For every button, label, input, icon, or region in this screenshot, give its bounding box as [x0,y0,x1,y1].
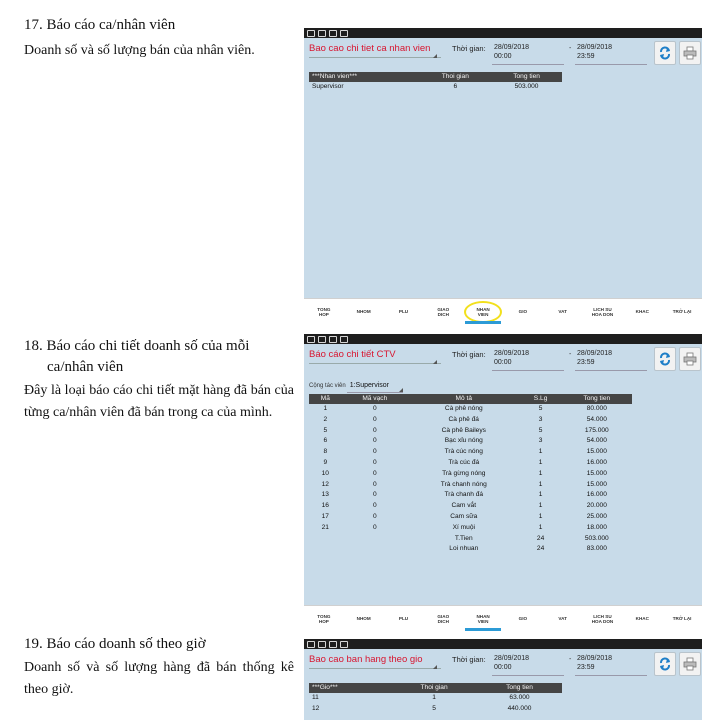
report-header [304,649,702,679]
status-icon [340,641,348,648]
cell: 0 [372,426,377,434]
dropdown-caret-icon[interactable] [433,665,437,669]
nav-item[interactable] [423,606,463,631]
status-icon [318,641,326,648]
table-row [309,404,632,415]
cell: 0 [372,458,377,466]
cell: Trà chanh nóng [440,480,487,488]
status-bar [304,334,702,344]
nav-item[interactable] [463,299,503,324]
cell: T.Tien [454,534,473,542]
column-header: Thoi gian [419,72,491,82]
cell: 54.000 [586,437,607,445]
table-row [309,523,632,534]
table-row [309,480,632,491]
cell: 3 [538,415,543,423]
cell: 13 [321,491,329,499]
table-header [309,72,562,82]
cell: 21 [321,523,329,531]
print-button[interactable] [679,652,701,676]
section-17-desc: Doanh số và số lượng bán của nhân viên. [24,43,255,58]
report-title-select[interactable]: Báo cáo chi tiết CTV [309,349,396,360]
cell: 0 [372,437,377,445]
to-datetime[interactable]: 28/09/2018 23:59 [577,44,613,60]
cell [309,534,342,545]
cell: Cam vắt [451,502,477,510]
cell: 5 [538,426,543,434]
time-label: Thời gian: [452,655,486,664]
report-nav-bar [304,298,702,324]
hourly-table [309,683,562,715]
cell: Supervisor [312,83,344,90]
cell: 0 [372,523,377,531]
nav-item[interactable] [384,299,424,324]
cell: 503.000 [584,534,609,542]
cell: 3 [538,437,543,445]
column-header: Tong tien [491,72,562,82]
status-bar [304,639,702,649]
column-header: Tong tien [562,394,632,404]
report-header [304,38,702,68]
cell: Trà gừng nóng [442,469,486,477]
cell: 12 [312,704,320,712]
print-button[interactable] [679,41,701,65]
cell [342,544,408,555]
nav-item-label: KHAC [635,616,649,621]
cell: 18.000 [586,523,607,531]
nav-item-label: LICH SU HOA DON [591,613,614,624]
column-header: Tong tien [477,683,562,693]
cell: 24 [536,545,545,553]
status-icon [340,336,348,343]
date-separator: - [569,351,572,358]
column-header: ***Nhan vien*** [309,72,419,82]
nav-item[interactable] [583,606,623,631]
report-title-select[interactable]: Bao cao chi tiet ca nhan vien [309,43,431,54]
date-separator: - [569,45,572,52]
cell: 12 [321,480,329,488]
nav-item-label: PLU [398,616,409,621]
from-datetime[interactable]: 28/09/2018 00:00 [494,655,530,671]
cell: 0 [372,480,377,488]
nav-item-label: GIAO DICH [437,306,450,317]
cell: 6 [453,83,458,90]
cell: 0 [372,448,377,456]
table-row [309,501,632,512]
cell: 11 [312,694,319,701]
cell: 63.000 [509,694,530,701]
status-bar [304,28,702,38]
cell: 25.000 [586,512,607,520]
cell: 175.000 [584,426,609,434]
status-icon [329,641,337,648]
date-separator: - [569,656,572,663]
nav-item-label: TRỞ LẠI [672,616,692,621]
column-header: Mã vạch [342,394,408,404]
cell: 1 [538,502,543,510]
status-icon [318,336,326,343]
nav-item-label: VAT [558,616,567,621]
cell: 8 [323,448,328,456]
nav-item-label: GIAO DICH [437,613,450,624]
nav-item[interactable] [543,606,583,631]
nav-item[interactable] [304,606,344,631]
nav-item[interactable] [384,606,424,631]
table-header [309,683,562,693]
cell: Bạc xỉu nóng [444,437,483,445]
refresh-icon [658,46,672,60]
cell: Trà chanh đá [444,491,484,499]
refresh-icon [658,657,672,671]
cell: 1 [538,480,543,488]
screenshot-employee-report [304,28,702,324]
nav-item-label: TONG HOP [317,613,331,624]
nav-item[interactable] [503,606,543,631]
column-header: Thoi gian [391,683,477,693]
nav-item[interactable] [304,299,344,324]
nav-item-label: LICH SU HOA DON [591,306,614,317]
report-header [304,344,702,374]
time-label: Thời gian: [452,350,486,359]
table-row [309,447,632,458]
cell [342,534,408,545]
collaborator-value: 1:Supervisor [349,382,389,389]
highlight-circle [464,301,502,323]
dropdown-caret-icon[interactable] [433,54,437,58]
cell: 1 [538,512,543,520]
nav-item-label: NHOM [356,616,371,621]
collaborator-label: Cộng tác viên [309,383,346,389]
status-icon [307,30,315,37]
report-title-select[interactable]: Bao cao ban hang theo gio [309,654,423,665]
nav-item[interactable] [423,299,463,324]
nav-item-label: GIO [518,616,528,621]
detail-table [309,394,632,555]
cell: 0 [372,415,377,423]
printer-icon [683,46,697,60]
cell: Loi nhuan [449,545,479,553]
cell: Cà phê đá [448,415,479,423]
to-datetime[interactable]: 28/09/2018 23:59 [577,350,613,366]
cell: 1 [538,458,543,466]
cell: 0 [372,405,377,412]
cell: 17 [321,512,329,520]
section-19-title: 19. Báo cáo doanh số theo giờ [24,636,206,652]
cell: 5 [323,426,328,434]
nav-item-label: KHAC [635,309,649,314]
nav-item[interactable] [503,299,543,324]
section-17-title: 17. Báo cáo ca/nhân viên [24,17,176,33]
cell: 1 [538,469,543,477]
refresh-button[interactable] [654,41,676,65]
section-18-title-line1: 18. Báo cáo chi tiết doanh số của mỗi [24,338,250,354]
status-icon [329,30,337,37]
table-row [309,415,632,426]
cell: 1 [432,694,436,701]
dropdown-caret-icon[interactable] [433,360,437,364]
table-row [309,512,632,523]
time-label: Thời gian: [452,44,486,53]
status-icon [307,336,315,343]
report-nav-bar [304,605,702,631]
nav-item-label: PLU [398,309,409,314]
print-button[interactable] [679,347,701,371]
cell: 5 [538,405,543,412]
to-datetime[interactable]: 28/09/2018 23:59 [577,655,613,671]
refresh-icon [658,352,672,366]
cell: 83.000 [586,545,607,553]
cell: 0 [372,512,377,520]
cell: Cà phê nóng [444,405,483,412]
nav-item-label: TRỞ LẠI [672,309,692,314]
cell: 9 [323,458,328,466]
cell: 16 [321,502,329,510]
nav-item-label: NHAN VIEN [476,613,490,624]
nav-item[interactable] [662,299,702,324]
status-icon [340,30,348,37]
cell: 54.000 [586,415,607,423]
screenshot-hourly-report [304,639,702,720]
cell: 440.000 [507,704,532,712]
cell: 503.000 [514,83,539,90]
table-row [309,490,632,501]
cell: 15.000 [586,448,607,456]
status-icon [329,336,337,343]
nav-item[interactable] [344,606,384,631]
table-header [309,394,632,404]
column-header: Mô tả [408,394,520,404]
cell: 1 [538,491,543,499]
nav-item-label: TONG HOP [317,306,331,317]
nav-item-label: GIO [518,309,528,314]
table-row [309,544,632,555]
printer-icon [683,657,697,671]
cell: 0 [372,469,377,477]
nav-item[interactable] [344,299,384,324]
cell: Xí muội [452,523,475,531]
cell: 80.000 [586,405,607,412]
cell: 1 [538,523,543,531]
cell: 16.000 [586,491,607,499]
collaborator-select[interactable] [309,382,389,389]
status-icon [318,30,326,37]
dropdown-caret-icon [399,388,403,392]
cell: 1 [538,448,543,456]
table-row [309,426,632,437]
table-row [309,458,632,469]
screenshot-detail-report [304,334,702,631]
cell: 2 [323,415,328,423]
nav-item[interactable] [662,606,702,631]
column-header: S.Lg [520,394,562,404]
cell: 5 [432,704,436,712]
cell: 15.000 [586,480,607,488]
section-19-desc: Doanh số và số lượng hàng đã bán thống kê theo giờ. [24,660,294,697]
nav-item[interactable] [583,299,623,324]
cell: 15.000 [586,469,607,477]
section-18-desc: Đây là loại báo cáo chi tiết mặt hàng đã bán của từng ca/nhân viên đã bán trong ca của mình. [24,383,294,420]
cell [309,544,342,555]
cell: 24 [536,534,545,542]
nav-item[interactable] [622,606,662,631]
nav-item[interactable] [622,299,662,324]
table-row [309,82,562,93]
refresh-button[interactable] [654,347,676,371]
cell: Trà cúc nóng [444,448,483,456]
cell: 0 [372,491,377,499]
nav-item-label: VAT [558,309,567,314]
nav-item-label: NHOM [356,309,371,314]
column-header: Mã [309,394,342,404]
printer-icon [683,352,697,366]
nav-item[interactable] [463,606,503,631]
cell: 10 [321,469,329,477]
table-row [309,436,632,447]
cell: Cam sữa [450,512,478,520]
table-row [309,534,632,545]
from-datetime[interactable]: 28/09/2018 00:00 [494,350,530,366]
cell: 20.000 [586,502,607,510]
nav-item[interactable] [543,299,583,324]
nav-item-label: NHAN VIEN [476,306,490,317]
table-row [309,469,632,480]
table-row [309,704,562,715]
status-icon [307,641,315,648]
from-datetime[interactable]: 28/09/2018 00:00 [494,44,530,60]
cell: 16.000 [586,458,607,466]
cell: 1 [323,405,328,412]
cell: 0 [372,502,377,510]
table-row [309,693,562,704]
column-header: ***Gio*** [309,683,391,693]
cell: Cà phê Baileys [441,426,486,434]
report-table [309,72,562,93]
cell: 6 [323,437,328,445]
refresh-button[interactable] [654,652,676,676]
cell: Trà cúc đá [448,458,480,466]
section-18-title-line2: ca/nhân viên [47,359,124,375]
